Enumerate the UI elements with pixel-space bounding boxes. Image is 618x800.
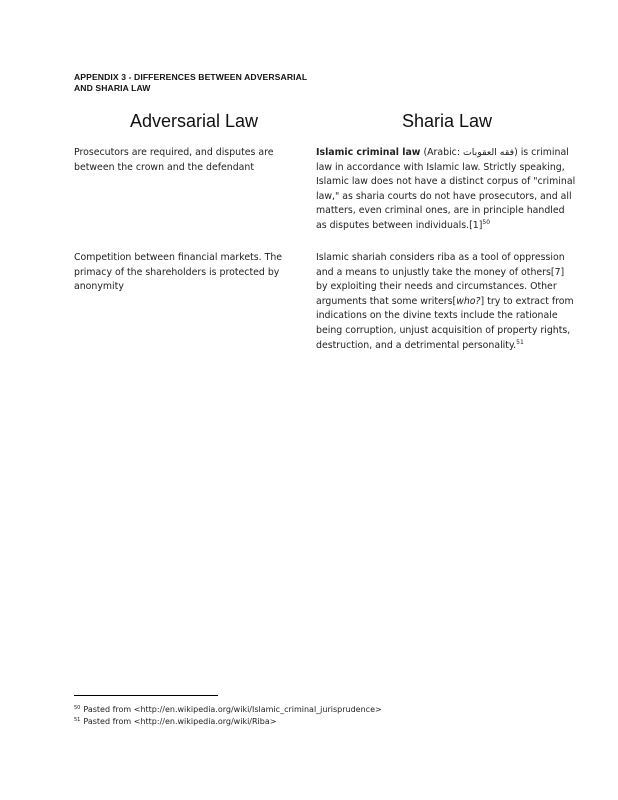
footnote-50	[74, 703, 382, 715]
footnote-51-text: Pasted from <http://en.wikipedia.org/wiki/Riba>	[83, 717, 277, 726]
footnote-51	[74, 715, 276, 727]
adversarial-law-title: Adversarial Law	[129, 111, 259, 131]
footnote-50-number: 50	[74, 705, 81, 711]
islamic-criminal-law-term: Islamic criminal law	[316, 147, 421, 158]
who-citation-needed[interactable]: who?	[456, 295, 481, 307]
appendix-heading-line-2: AND SHARIA LAW	[74, 83, 151, 93]
footnote-separator	[74, 695, 218, 696]
adversarial-row-1-text: Prosecutors are required, and disputes are between the crown and the defendant	[74, 147, 274, 173]
footnote-50-text: Pasted from <http://en.wikipedia.org/wiki/Islamic_criminal_jurisprudence>	[83, 705, 382, 714]
footnote-ref-51[interactable]: 51	[516, 338, 524, 346]
sharia-row-1-text	[316, 146, 578, 234]
sharia-row-2-body-b: ] try to extract from indications on the divine texts include the rationale being corruption, unjust acquisition of property rights, destruction, and a detrimental personality.	[316, 295, 574, 351]
footnote-ref-50[interactable]: 50	[482, 218, 491, 226]
appendix-heading	[74, 72, 374, 94]
sharia-row-2-body-a: Islamic shariah considers riba as a tool of oppression and a means to unjustly take the money of others[7] by exploiting their needs and circumstances. Other arguments that some writers[	[316, 252, 565, 307]
adversarial-row-2-text: Competition between financial markets. The primacy of the shareholders is protected by anonymity	[74, 252, 283, 293]
sharia-row-1-body: (Arabic: فقه العقوبات) is criminal law in accordance with Islamic law. Strictly speaking, Islamic law does not have a distinct corpus of "criminal law," as sharia courts do not have prosecutors, and all matters, even criminal ones, are in principle handled as disputes between individuals.[1]	[316, 147, 576, 231]
sharia-row-2-text	[316, 251, 578, 353]
footnote-51-number: 51	[74, 717, 81, 723]
appendix-heading-line-1: APPENDIX 3 - DIFFERENCES BETWEEN ADVERSARIAL	[74, 72, 308, 82]
sharia-law-title: Sharia Law	[401, 111, 493, 131]
